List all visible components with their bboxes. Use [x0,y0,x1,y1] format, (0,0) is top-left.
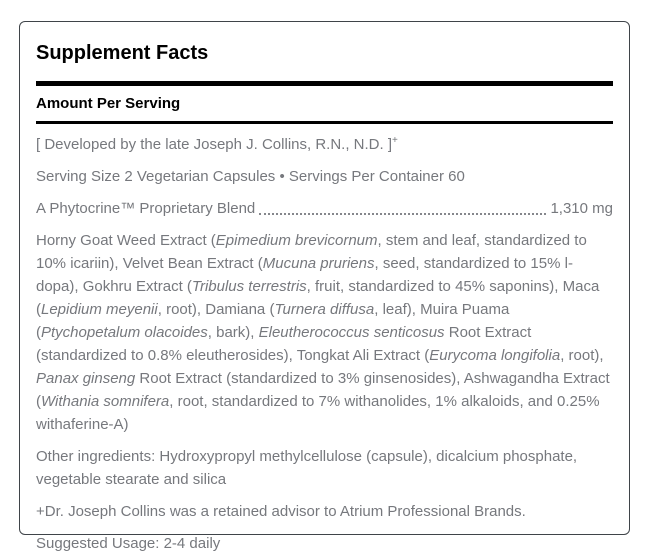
proprietary-blend-label [36,197,255,220]
other-ingredients-paragraph: Other ingredients: Hydroxypropyl methylcellulose (capsule), dicalcium phosphate, vegetable stearate and silica [36,448,578,488]
proprietary-blend-amount: 1,310 mg [550,200,613,217]
dot-leader [259,213,546,215]
blend-ingredients-paragraph: Horny Goat Weed Extract (Epimedium brevicornum, stem and leaf, standardized to 10% icariin), Velvet Bean Extract (Mucuna pruriens, seed, standardized to 15% l-dopa), Gokhru Extract (Tribulus terrestris, fruit, standardized to 45% saponins), Maca (Lepidium meyenii, root), Damiana (Turnera diffusa, leaf), Muira Puama (Ptychopetalum olacoides, bark), Eleutherococcus senticosus Root Extract (standardized to 0.8% eleutherosides), Tongkat Ali Extract (Eurycoma longifolia, root), Panax ginseng Root Extract (standardized to 3% ginsenosides), Ashwagandha Extract (Withania somnifera, root, standardized to 7% withanolides, 1% alkaloids, and 0.25% withaferine-A) [36,232,610,433]
divider-thin [36,121,613,124]
developed-by-note [36,133,613,156]
panel-title: Supplement Facts [36,42,209,64]
supplement-facts-panel [19,21,630,552]
serving-size-line: Serving Size 2 Vegetarian Capsules • Servings Per Container 60 [36,168,465,185]
divider-thick [36,81,613,86]
trademark-symbol: ™ [120,200,136,217]
blend-name: A Phytocrine [36,200,121,217]
developed-by-text: [ Developed by the late Joseph J. Collins, R.N., N.D. ] [36,136,392,153]
suggested-usage: Suggested Usage: 2-4 daily [36,535,221,552]
proprietary-blend-row [36,197,613,220]
blend-name-suffix: Proprietary Blend [135,200,256,217]
amount-per-serving-heading: Amount Per Serving [36,95,181,112]
developed-by-superscript: + [392,135,398,146]
advisor-note: +Dr. Joseph Collins was a retained advisor to Atrium Professional Brands. [36,503,526,520]
